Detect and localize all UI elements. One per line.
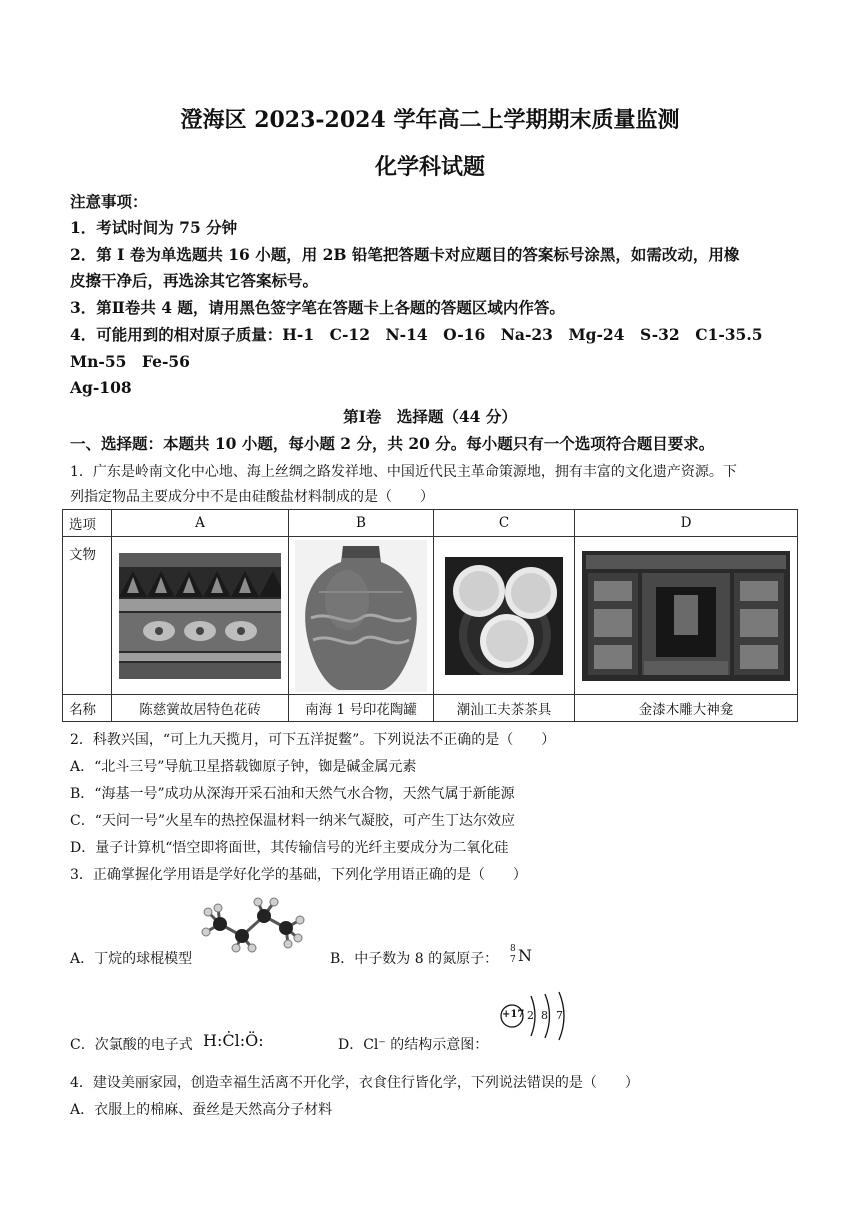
note-1: 1．考试时间为 75 分钟 bbox=[70, 218, 238, 237]
note-2a: 2．第 I 卷为单选题共 16 小题，用 2B 铅笔把答题卡对应题目的答案标号涂黑，如需改动，用橡 bbox=[70, 245, 740, 264]
q2-option-d: D．量子计算机“悟空即将面世，其传输信号的光纤主要成分为二氧化硅 bbox=[70, 840, 509, 856]
photo-b-cell bbox=[289, 537, 434, 695]
q3-b-atomic-number: 7 bbox=[510, 955, 516, 965]
tea-set-photo bbox=[445, 557, 563, 675]
q4-stem: 4．建设美丽家园，创造幸福生活离不开化学，衣食住行皆化学，下列说法错误的是（ ） bbox=[70, 1075, 639, 1091]
q3-b-symbol: N bbox=[518, 946, 532, 965]
shell-2-electrons: 8 bbox=[541, 1009, 548, 1022]
q2-option-b: B．“海基一号”成功从深海开采石油和天然气水合物，天然气属于新能源 bbox=[70, 786, 515, 802]
note-4b: Mn-55 Fe-56 bbox=[70, 352, 190, 371]
page-title: 澄海区 2023-2024 学年高二上学期期末质量监测 bbox=[180, 107, 680, 133]
table-name-label: 名称 bbox=[63, 695, 112, 722]
q3-option-c: C．次氯酸的电子式 bbox=[70, 1037, 193, 1053]
name-a: 陈慈黉故居特色花砖 bbox=[112, 695, 289, 722]
note-2b: 皮擦干净后，再选涂其它答案标号。 bbox=[70, 271, 319, 290]
q3-option-a: A．丁烷的球棍模型 bbox=[70, 951, 193, 967]
q3-option-b: B．中子数为 8 的氮原子： bbox=[330, 951, 499, 967]
chloride-structure-diagram bbox=[498, 988, 578, 1044]
q1-table bbox=[62, 509, 798, 722]
volume-heading: 第Ⅰ卷 选择题（44 分） bbox=[343, 407, 517, 426]
shell-3-electrons: 7 bbox=[556, 1009, 563, 1022]
note-4a: 4．可能用到的相对原子质量：H-1 C-12 N-14 O-16 Na-23 Mg-24 S-32 C1-35.5 bbox=[70, 325, 763, 344]
shrine-photo bbox=[582, 551, 790, 681]
q4-option-a: A．衣服上的棉麻、蚕丝是天然高分子材料 bbox=[70, 1102, 333, 1118]
col-b-header: B bbox=[289, 510, 434, 537]
tile-photo bbox=[119, 553, 281, 679]
col-c-header: C bbox=[434, 510, 575, 537]
col-a-header: A bbox=[112, 510, 289, 537]
photo-d-cell bbox=[575, 537, 798, 695]
name-b: 南海 1 号印花陶罐 bbox=[289, 695, 434, 722]
table-head-label: 选项 bbox=[63, 510, 112, 537]
nucleus-charge: +17 bbox=[502, 1009, 525, 1020]
photo-a-cell bbox=[112, 537, 289, 695]
q3-b-mass-number: 8 bbox=[510, 944, 516, 954]
q2-stem: 2．科教兴国，“可上九天揽月，可下五洋捉鳖”。下列说法不正确的是（ ） bbox=[70, 732, 556, 748]
butane-ball-stick-model bbox=[198, 894, 308, 954]
name-c: 潮汕工夫茶茶具 bbox=[434, 695, 575, 722]
col-d-header: D bbox=[575, 510, 798, 537]
photo-c-cell bbox=[434, 537, 575, 695]
table-row-label: 文物 bbox=[63, 537, 112, 695]
q1-line2: 列指定物品主要成分中不是由硅酸盐材料制成的是（ ） bbox=[70, 489, 434, 505]
q2-option-c: C．“天问一号”火星车的热控保温材料一纳米气凝胶，可产生丁达尔效应 bbox=[70, 813, 516, 829]
part-heading: 一、选择题：本题共 10 小题，每小题 2 分，共 20 分。每小题只有一个选项符合题目要求。 bbox=[70, 434, 715, 453]
name-d: 金漆木雕大神龛 bbox=[575, 695, 798, 722]
q1-line1: 1．广东是岭南文化中心地、海上丝绸之路发祥地、中国近代民主革命策源地，拥有丰富的文化遗产资源。下 bbox=[70, 464, 737, 480]
notes-heading: 注意事项： bbox=[70, 192, 148, 211]
note-3: 3．第Ⅱ卷共 4 题，请用黑色签字笔在答题卡上各题的答题区域内作答。 bbox=[70, 298, 565, 317]
q3-stem: 3．正确掌握化学用语是学好化学的基础，下列化学用语正确的是（ ） bbox=[70, 867, 527, 883]
q3-option-d: D．Cl⁻ 的结构示意图： bbox=[338, 1037, 489, 1053]
q2-option-a: A．“北斗三号”导航卫星搭载铷原子钟，铷是碱金属元素 bbox=[70, 759, 417, 775]
shell-1-electrons: 2 bbox=[527, 1009, 534, 1022]
q3-c-formula: H:Ċl:Ö: bbox=[203, 1031, 264, 1050]
pottery-jar-photo bbox=[295, 540, 427, 692]
page-subtitle: 化学科试题 bbox=[374, 154, 485, 180]
note-4c: Ag-108 bbox=[70, 378, 132, 397]
